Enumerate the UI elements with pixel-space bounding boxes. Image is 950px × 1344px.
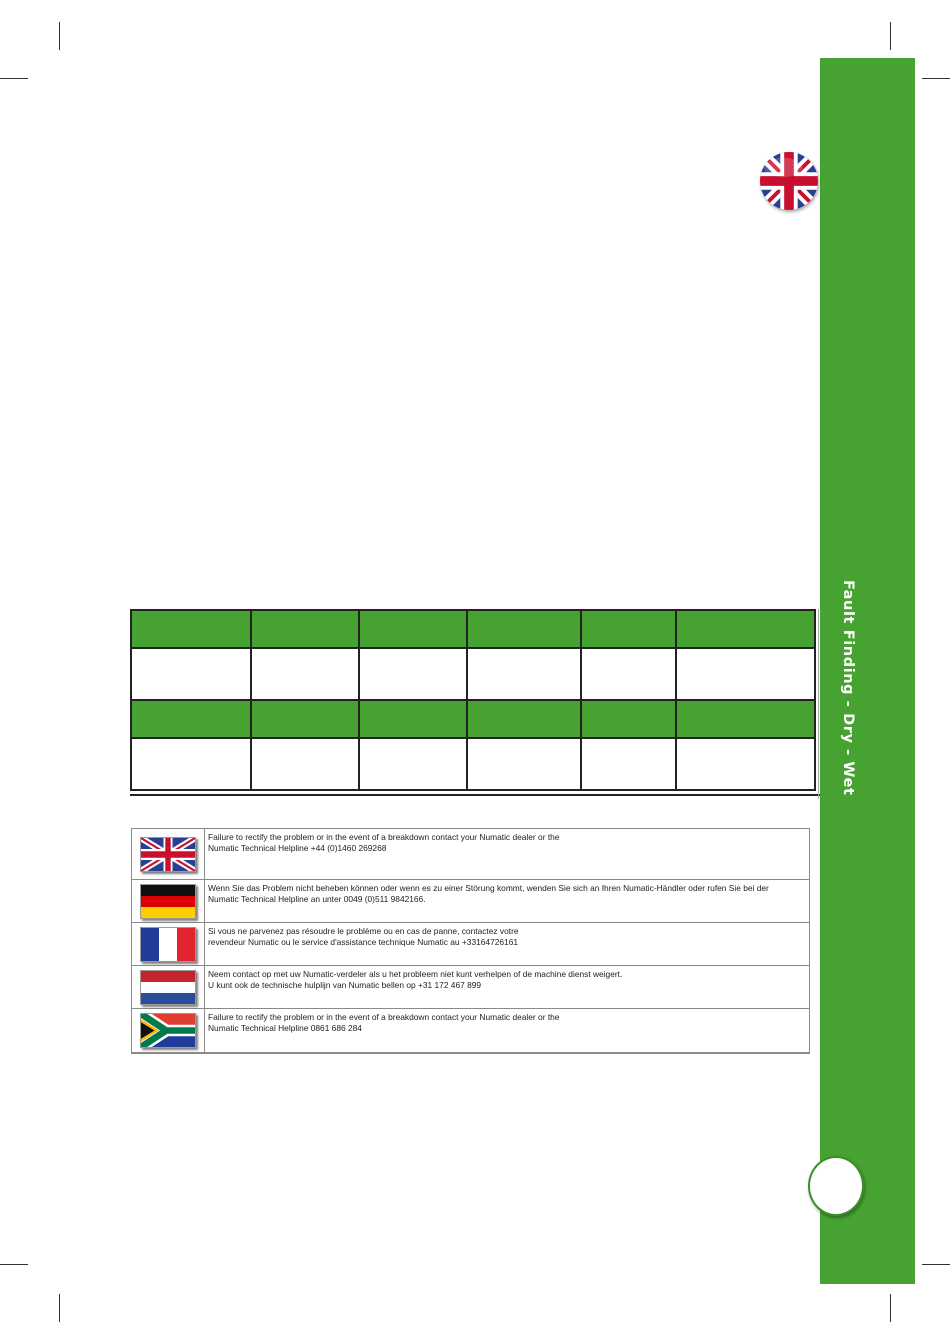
netherlands-flag-icon	[140, 970, 196, 1005]
table-cell	[581, 738, 676, 790]
table-header-row	[131, 700, 815, 738]
table-cell	[251, 738, 359, 790]
table-header-cell	[676, 610, 815, 648]
helpline-line: Neem contact op met uw Numatic-verdeler als u het probleem niet kunt verhelpen of de machine dienst weigert.	[208, 969, 623, 979]
section-label: Fault Finding - Dry - Wet	[840, 580, 856, 796]
table-header-cell	[131, 700, 251, 738]
crop-mark	[59, 1294, 60, 1322]
table-header-cell	[251, 610, 359, 648]
table-row	[131, 738, 815, 790]
uk-flag-icon	[140, 837, 196, 872]
table-header-cell	[581, 700, 676, 738]
table-cell	[676, 648, 815, 700]
table-cell	[359, 738, 467, 790]
table-cell	[131, 648, 251, 700]
table-cell	[581, 648, 676, 700]
helpline-line: Numatic Technical Helpline +44 (0)1460 269268	[208, 843, 387, 853]
flag-cell	[132, 966, 205, 1008]
france-flag-icon	[140, 927, 196, 962]
table-cell	[467, 648, 581, 700]
table-header-cell	[359, 700, 467, 738]
table-header-cell	[467, 700, 581, 738]
table-cell	[676, 738, 815, 790]
helpline-line: Wenn Sie das Problem nicht beheben können oder wenn es zu einer Störung kommt, wenden Sie sich an Ihren Numatic-Händler oder rufen Sie bei der	[208, 883, 769, 893]
helpline-text	[205, 829, 563, 879]
table-cell	[467, 738, 581, 790]
helpline-row-uk	[132, 829, 809, 879]
flag-cell	[132, 1009, 205, 1052]
helpline-row-netherlands	[132, 965, 809, 1008]
flag-cell	[132, 829, 205, 879]
table-header-cell	[581, 610, 676, 648]
section-side-tab	[820, 58, 915, 1284]
page-number-circle	[808, 1156, 864, 1216]
table-header-cell	[676, 700, 815, 738]
table-header-cell	[131, 610, 251, 648]
table-bottom-rule	[130, 794, 820, 796]
table-header-cell	[359, 610, 467, 648]
flag-cell	[132, 923, 205, 965]
helpline-text	[205, 880, 773, 922]
fault-finding-table	[130, 609, 816, 791]
crop-mark	[59, 22, 60, 50]
table-header-cell	[251, 700, 359, 738]
table-cell	[131, 738, 251, 790]
table-edge-line	[818, 609, 819, 799]
crop-mark	[890, 22, 891, 50]
table-header-cell	[467, 610, 581, 648]
crop-mark	[890, 1294, 891, 1322]
germany-flag-icon	[140, 884, 196, 919]
south-africa-flag-icon	[140, 1013, 196, 1048]
helpline-line: U kunt ook de technische hulplijn van Numatic bellen op +31 172 467 899	[208, 980, 482, 990]
table-cell	[251, 648, 359, 700]
helpline-line: Failure to rectify the problem or in the event of a breakdown contact your Numatic dealer or the	[208, 832, 560, 842]
helpline-line: Failure to rectify the problem or in the event of a breakdown contact your Numatic dealer or the	[208, 1012, 560, 1022]
helpline-text	[205, 966, 626, 1008]
crop-mark	[0, 78, 28, 79]
helpline-line: Numatic Technical Helpline 0861 686 284	[208, 1023, 362, 1033]
helpline-line: Numatic Technical Helpline an unter 0049 (0)511 9842166.	[208, 894, 426, 904]
helpline-text	[205, 1009, 563, 1052]
helpline-row-germany	[132, 879, 809, 922]
helpline-text	[205, 923, 523, 965]
helpline-table	[131, 828, 810, 1054]
table-row	[131, 648, 815, 700]
helpline-line: Si vous ne parvenez pas résoudre le problème ou en cas de panne, contactez votre	[208, 926, 519, 936]
uk-flag-icon	[760, 152, 818, 210]
crop-mark	[922, 1264, 950, 1265]
table-header-row	[131, 610, 815, 648]
helpline-line: revendeur Numatic ou le service d'assistance technique Numatic au +33164726161	[208, 937, 519, 947]
crop-mark	[922, 78, 950, 79]
flag-cell	[132, 880, 205, 922]
helpline-row-south-africa	[132, 1008, 809, 1052]
table-cell	[359, 648, 467, 700]
helpline-row-france	[132, 922, 809, 965]
crop-mark	[0, 1264, 28, 1265]
